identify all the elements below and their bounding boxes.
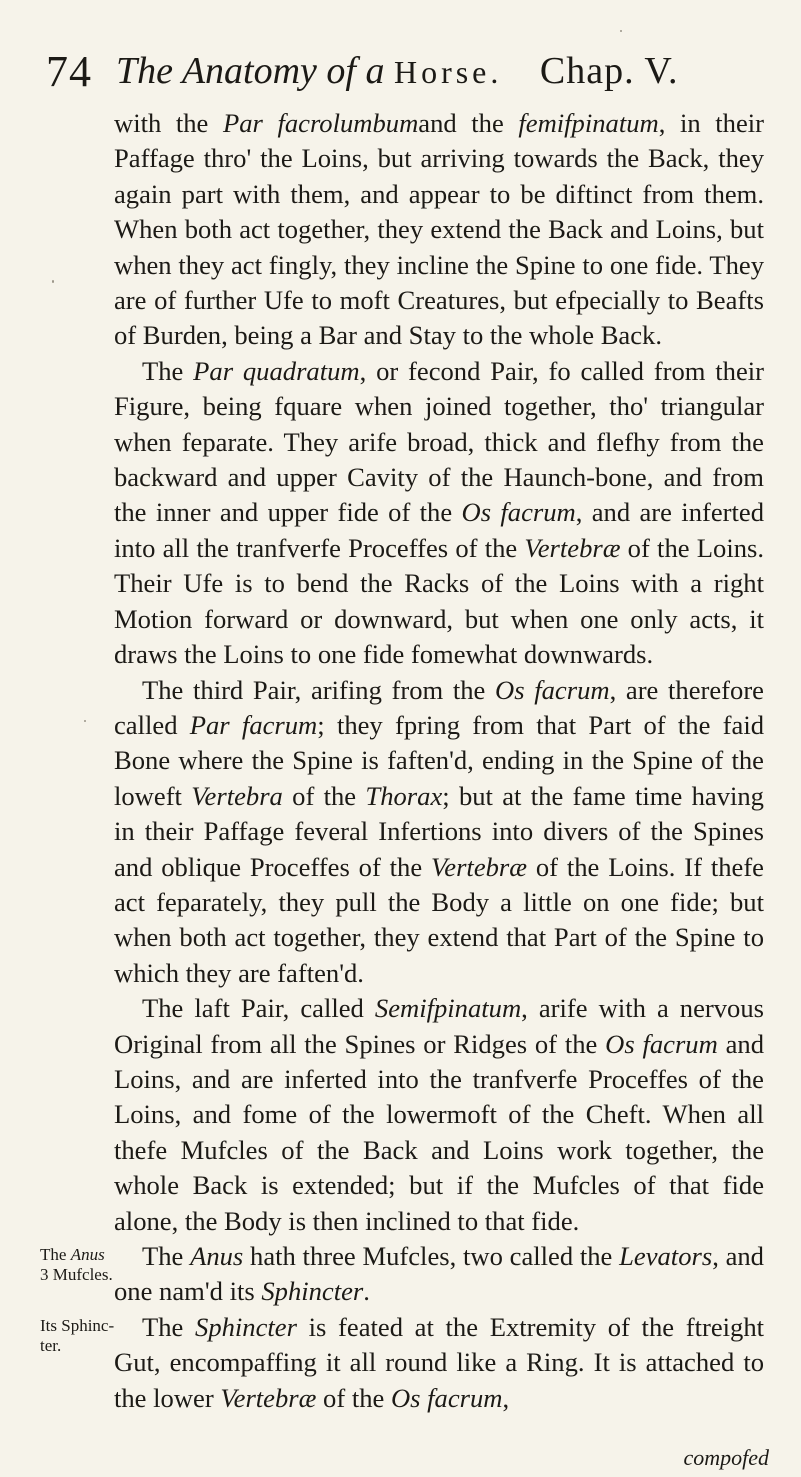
- margin-note-sphincter-line1: Its Sphinc-: [40, 1316, 115, 1335]
- text-run: of the Loins. Their Ufe is to bend the Racks of the Loins with a right Motion forward or downward, but when one only acts, it draws the Loins to one fide fomewhat downwards.: [114, 532, 764, 670]
- text-run: , arife with a nervous Original from all the Spines or Ridges of the: [114, 993, 764, 1059]
- running-title-italic: The Anatomy of a: [116, 50, 385, 92]
- italic-term: Thorax: [365, 780, 443, 811]
- text-run: with the: [114, 108, 223, 138]
- paper-speck: [620, 30, 622, 32]
- body-text: [114, 106, 764, 1416]
- text-run: The: [142, 355, 194, 386]
- paragraph-p4: [114, 991, 764, 1239]
- text-run: of the: [282, 780, 366, 811]
- paper-speck: [52, 280, 54, 283]
- italic-term: Anus: [190, 1241, 244, 1271]
- margin-note-sphincter: [40, 1316, 114, 1356]
- italic-term: Vertebræ: [220, 1382, 317, 1413]
- text-run: The: [142, 1241, 191, 1271]
- text-run: of the: [316, 1382, 391, 1413]
- text-run: is feated at the Extremity of the ftreight Gut, encompaffing it all round like a Ring. It is attached to the lower: [114, 1311, 764, 1413]
- text-run: , are therefore called: [114, 674, 764, 740]
- running-title: [116, 48, 678, 95]
- catchword: compofed: [683, 1445, 769, 1470]
- italic-term: Par quadratum: [193, 355, 360, 386]
- text-run: of the Loins. If thefe act feparately, they pull the Body a little on one fide; but when both act together, they extend that Part of the Spine to which they are faften'd.: [114, 851, 764, 988]
- margin-note-anus-line1-italic: Anus: [70, 1245, 105, 1264]
- italic-term: Vertebræ: [430, 851, 528, 882]
- italic-term: Vertebra: [191, 780, 283, 811]
- text-run: , and one nam'd its: [114, 1241, 764, 1307]
- paragraph-p3: [114, 673, 764, 992]
- text-run: The: [142, 1311, 196, 1342]
- chapter-label: Chap. V.: [539, 50, 679, 92]
- text-run: and the: [418, 108, 519, 138]
- text-run: , and are inferted into all the tranfverfe Proceffes of the: [114, 497, 764, 563]
- paragraph-p6: [114, 1310, 764, 1416]
- text-run: ; but at the fame time having in their Paffage feveral Infertions into divers of the Spines and oblique Proceffes of the: [114, 780, 764, 882]
- text-run: hath three Mufcles, two called the: [243, 1241, 620, 1271]
- text-run: ; they fpring from that Part of the faid Bone where the Spine is faften'd, ending in the Spine of the loweft: [114, 709, 765, 811]
- text-run: The third Pair, arifing from the: [142, 674, 496, 705]
- margin-note-sphincter-line2: ter.: [40, 1336, 62, 1355]
- paper-speck: [84, 720, 86, 722]
- italic-term: Par facrolumbum: [222, 108, 419, 138]
- paragraph-p1: [114, 106, 764, 354]
- italic-term: Os facrum: [390, 1382, 503, 1413]
- page-number: 74: [46, 47, 92, 96]
- text-run: , or fecond Pair, fo called from their Figure, being fquare when joined together, tho' triangular when feparate. They arife broad, thick and flefhy from the backward and upper Cavity of the Haunch-bone, and from the inner and upper fide of the: [114, 355, 764, 528]
- italic-term: Vertebræ: [524, 532, 621, 563]
- italic-term: Os facrum: [461, 497, 576, 528]
- italic-term: Sphincter: [261, 1276, 364, 1307]
- italic-term: Os facrum: [605, 1028, 718, 1059]
- paragraph-p2: [114, 354, 764, 673]
- italic-term: Os facrum: [495, 674, 610, 705]
- text-run: .: [363, 1276, 370, 1307]
- margin-note-anus-line2: 3 Mufcles.: [40, 1265, 113, 1284]
- italic-term: Semifpinatum: [374, 993, 522, 1024]
- italic-term: Par facrum: [189, 709, 318, 740]
- page-header: [0, 0, 801, 95]
- running-title-small-caps: Horse.: [393, 54, 503, 90]
- text-run: , in their Paffage thro' the Loins, but arriving towards the Back, they again part with them, and appear to be diftinct from them. When both act together, they extend the Back and Loins, but when they act fingly, they incline the Spine to one fide. They are of further Ufe to moft Creatures, but efpecially to Beafts of Burden, being a Bar and Stay to the whole Back.: [114, 108, 764, 351]
- italic-term: femifpinatum: [518, 108, 659, 138]
- italic-term: Sphincter: [195, 1311, 297, 1342]
- text-run: ,: [502, 1382, 510, 1413]
- margin-note-anus-line1-plain: The: [40, 1245, 71, 1264]
- margin-note-anus: [40, 1245, 113, 1285]
- text-run: and Loins, and are inferted into the tranfverfe Proceffes of the Loins, and fome of the lowermoft of the Cheft. When all thefe Mufcles of the Back and Loins work together, the whole Back is extended; but if the Mufcles of that fide alone, the Body is then inclined to that fide.: [114, 1028, 764, 1236]
- text-run: The laft Pair, called: [142, 993, 375, 1024]
- paragraph-p5: [114, 1239, 764, 1310]
- italic-term: Levators: [619, 1241, 713, 1271]
